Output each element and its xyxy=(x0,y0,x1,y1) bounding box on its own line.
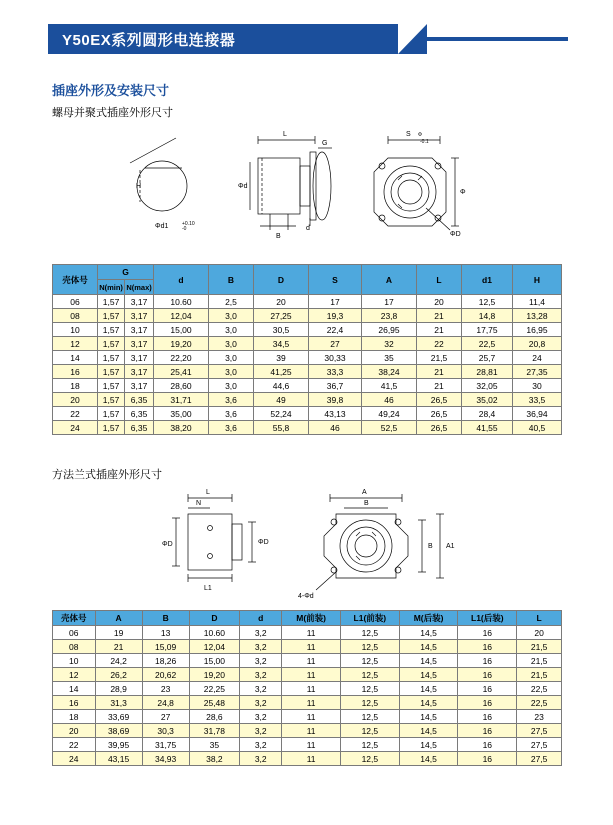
cell-value: 3,2 xyxy=(240,640,282,654)
cell-value: 34,93 xyxy=(142,752,189,766)
col-b: B xyxy=(209,265,254,295)
cell-value: 16 xyxy=(458,654,517,668)
cell-value: 26,95 xyxy=(362,323,417,337)
cell-value: 20,8 xyxy=(513,337,562,351)
cell-value: 27 xyxy=(309,337,362,351)
cell-value: 49 xyxy=(254,393,309,407)
cell-value: 22,25 xyxy=(189,682,239,696)
col2-m-front: M(前装) xyxy=(282,611,341,626)
cell-value: 12,5 xyxy=(340,668,399,682)
table-row xyxy=(53,309,562,323)
cell-value: 11 xyxy=(282,626,341,640)
table-row xyxy=(53,407,562,421)
cell-value: 38,20 xyxy=(154,421,209,435)
cell-value: 3,2 xyxy=(240,696,282,710)
col2-l1-rear: L1(后装) xyxy=(458,611,517,626)
cell-value: 11 xyxy=(282,724,341,738)
col2-a: A xyxy=(95,611,142,626)
svg-text:+0.10: +0.10 xyxy=(182,221,195,227)
col2-m-rear: M(后装) xyxy=(399,611,458,626)
cell-value: 17 xyxy=(362,295,417,309)
col-d1: d1 xyxy=(462,265,513,295)
cell-value: 3,6 xyxy=(209,407,254,421)
table-row xyxy=(53,696,562,710)
cell-value: 20,62 xyxy=(142,668,189,682)
cell-value: 10.60 xyxy=(154,295,209,309)
cell-value: 3,17 xyxy=(125,337,154,351)
cell-value: 26,5 xyxy=(417,421,462,435)
cell-value: 11 xyxy=(282,640,341,654)
cell-value: 25,41 xyxy=(154,365,209,379)
svg-text:B: B xyxy=(276,233,281,240)
cell-value: 22,20 xyxy=(154,351,209,365)
dimension-table-nut-mount xyxy=(52,264,562,435)
svg-text:B: B xyxy=(428,543,433,550)
cell-value: 38,2 xyxy=(189,752,239,766)
col2-b: B xyxy=(142,611,189,626)
cell-value: 11 xyxy=(282,668,341,682)
cell-value: 22 xyxy=(417,337,462,351)
table-row xyxy=(53,738,562,752)
col-g-nmax: N(max) xyxy=(125,280,154,295)
cell-value: 16 xyxy=(458,696,517,710)
cell-value: 17 xyxy=(309,295,362,309)
cell-value: 28,6 xyxy=(189,710,239,724)
cell-value: 3,2 xyxy=(240,654,282,668)
cell-value: 14,5 xyxy=(399,682,458,696)
cell-value: 16 xyxy=(458,752,517,766)
cell-value: 27,35 xyxy=(513,365,562,379)
cell-value: 28,60 xyxy=(154,379,209,393)
cell-value: 3,17 xyxy=(125,365,154,379)
cell-value: 3,0 xyxy=(209,351,254,365)
cell-value: 2,5 xyxy=(209,295,254,309)
svg-text:L: L xyxy=(283,131,287,138)
table-row xyxy=(53,626,562,640)
cell-shell-code: 10 xyxy=(53,323,98,337)
svg-text:S: S xyxy=(406,131,411,138)
svg-text:A: A xyxy=(362,489,367,496)
cell-shell-code: 18 xyxy=(53,710,96,724)
cell-value: 1,57 xyxy=(98,295,125,309)
cell-value: 12,5 xyxy=(340,696,399,710)
table-row xyxy=(53,640,562,654)
col2-l1-front: L1(前装) xyxy=(340,611,399,626)
cell-value: 25,48 xyxy=(189,696,239,710)
svg-text:L: L xyxy=(206,489,210,496)
cell-value: 39 xyxy=(254,351,309,365)
cell-value: 3,0 xyxy=(209,309,254,323)
cell-value: 12,5 xyxy=(340,752,399,766)
cell-value: 31,75 xyxy=(142,738,189,752)
cell-value: 30,3 xyxy=(142,724,189,738)
cell-shell-code: 06 xyxy=(53,295,98,309)
dimension-table-flange-mount xyxy=(52,610,562,766)
cell-value: 1,57 xyxy=(98,309,125,323)
cell-value: 14,5 xyxy=(399,640,458,654)
svg-text:-0: -0 xyxy=(182,226,187,232)
cell-value: 1,57 xyxy=(98,351,125,365)
cell-value: 21 xyxy=(95,640,142,654)
cell-value: 6,35 xyxy=(125,407,154,421)
cell-shell-code: 18 xyxy=(53,379,98,393)
cell-value: 21 xyxy=(417,379,462,393)
cell-value: 19 xyxy=(95,626,142,640)
cell-value: 19,20 xyxy=(154,337,209,351)
cell-value: 19,20 xyxy=(189,668,239,682)
cell-value: 23 xyxy=(517,710,562,724)
cell-shell-code: 24 xyxy=(53,421,98,435)
cell-value: 22,5 xyxy=(462,337,513,351)
cell-shell-code: 08 xyxy=(53,309,98,323)
cell-value: 11 xyxy=(282,738,341,752)
cell-value: 1,57 xyxy=(98,323,125,337)
cell-value: 36,94 xyxy=(513,407,562,421)
col-g-nmin: N(min) xyxy=(98,280,125,295)
cell-value: 16 xyxy=(458,724,517,738)
cell-shell-code: 10 xyxy=(53,654,96,668)
cell-value: 11 xyxy=(282,696,341,710)
svg-text:-0.1: -0.1 xyxy=(420,139,429,145)
table2-body xyxy=(53,626,562,766)
cell-value: 24 xyxy=(513,351,562,365)
cell-value: 3,6 xyxy=(209,421,254,435)
cell-value: 35 xyxy=(189,738,239,752)
cell-value: 39,95 xyxy=(95,738,142,752)
cell-value: 1,57 xyxy=(98,407,125,421)
cell-value: 12,5 xyxy=(340,682,399,696)
section-subheading-2: 方法兰式插座外形尺寸 xyxy=(52,469,162,481)
cell-value: 10.60 xyxy=(189,626,239,640)
cell-value: 1,57 xyxy=(98,421,125,435)
cell-value: 33,3 xyxy=(309,365,362,379)
table-row xyxy=(53,337,562,351)
cell-value: 44,6 xyxy=(254,379,309,393)
cell-value: 24,2 xyxy=(95,654,142,668)
cell-value: 52,24 xyxy=(254,407,309,421)
cell-value: 21,5 xyxy=(517,640,562,654)
cell-shell-code: 06 xyxy=(53,626,96,640)
cell-value: 14,5 xyxy=(399,724,458,738)
cell-value: 6,35 xyxy=(125,393,154,407)
cell-value: 21 xyxy=(417,309,462,323)
table-row xyxy=(53,365,562,379)
section-subheading-1: 螺母并聚式插座外形尺寸 xyxy=(52,107,173,119)
cell-value: 20 xyxy=(417,295,462,309)
table-row xyxy=(53,393,562,407)
cell-value: 3,6 xyxy=(209,393,254,407)
cell-value: 22,4 xyxy=(309,323,362,337)
cell-value: 14,5 xyxy=(399,710,458,724)
table-row xyxy=(53,295,562,309)
connector-drawing-top xyxy=(110,118,510,258)
svg-text:N: N xyxy=(196,500,202,507)
cell-value: 3,2 xyxy=(240,682,282,696)
cell-value: 32,05 xyxy=(462,379,513,393)
cell-value: 16,95 xyxy=(513,323,562,337)
svg-text:L1: L1 xyxy=(204,585,212,592)
cell-value: 3,0 xyxy=(209,379,254,393)
table-header-row xyxy=(53,265,562,280)
table-row xyxy=(53,379,562,393)
cell-value: 46 xyxy=(309,421,362,435)
cell-value: 11,4 xyxy=(513,295,562,309)
cell-value: 38,24 xyxy=(362,365,417,379)
cell-value: 43,15 xyxy=(95,752,142,766)
cell-value: 16 xyxy=(458,682,517,696)
cell-value: 41,5 xyxy=(362,379,417,393)
cell-value: 22,5 xyxy=(517,696,562,710)
cell-value: 11 xyxy=(282,752,341,766)
cell-value: 32 xyxy=(362,337,417,351)
svg-text:4-Φd: 4-Φd xyxy=(298,593,314,600)
cell-value: 28,81 xyxy=(462,365,513,379)
cell-value: 35,02 xyxy=(462,393,513,407)
cell-value: 14,8 xyxy=(462,309,513,323)
cell-value: 15,00 xyxy=(154,323,209,337)
cell-value: 27,5 xyxy=(517,738,562,752)
cell-value: 17,75 xyxy=(462,323,513,337)
col-shell: 壳体号 xyxy=(53,265,98,295)
cell-value: 30,33 xyxy=(309,351,362,365)
cell-value: 55,8 xyxy=(254,421,309,435)
cell-value: 3,0 xyxy=(209,365,254,379)
cell-value: 43,13 xyxy=(309,407,362,421)
cell-value: 27,5 xyxy=(517,752,562,766)
cell-shell-code: 22 xyxy=(53,738,96,752)
cell-value: 3,2 xyxy=(240,752,282,766)
cell-value: 52,5 xyxy=(362,421,417,435)
cell-shell-code: 14 xyxy=(53,351,98,365)
page-banner xyxy=(48,24,568,54)
cell-value: 3,17 xyxy=(125,379,154,393)
cell-value: 27 xyxy=(142,710,189,724)
cell-value: 21 xyxy=(417,365,462,379)
cell-value: 3,2 xyxy=(240,710,282,724)
table-row xyxy=(53,351,562,365)
svg-text:Φd1: Φd1 xyxy=(155,223,169,230)
col-l: L xyxy=(417,265,462,295)
col-s: S xyxy=(309,265,362,295)
svg-text:Φ: Φ xyxy=(418,132,422,138)
cell-value: 21,5 xyxy=(517,654,562,668)
cell-value: 31,78 xyxy=(189,724,239,738)
cell-shell-code: 16 xyxy=(53,696,96,710)
cell-value: 13 xyxy=(142,626,189,640)
col2-l: L xyxy=(517,611,562,626)
cell-value: 11 xyxy=(282,710,341,724)
cell-value: 14,5 xyxy=(399,696,458,710)
cell-value: 1,57 xyxy=(98,393,125,407)
cell-value: 27,5 xyxy=(517,724,562,738)
cell-value: 14,5 xyxy=(399,654,458,668)
cell-value: 3,17 xyxy=(125,309,154,323)
svg-text:A1: A1 xyxy=(446,543,455,550)
table-row xyxy=(53,752,562,766)
table-row xyxy=(53,668,562,682)
cell-value: 3,17 xyxy=(125,351,154,365)
cell-value: 3,2 xyxy=(240,724,282,738)
banner-tail xyxy=(427,37,568,41)
cell-value: 36,7 xyxy=(309,379,362,393)
cell-value: 20 xyxy=(517,626,562,640)
cell-value: 3,2 xyxy=(240,626,282,640)
cell-value: 27,25 xyxy=(254,309,309,323)
cell-value: 46 xyxy=(362,393,417,407)
cell-value: 22,5 xyxy=(517,682,562,696)
cell-value: 16 xyxy=(458,710,517,724)
svg-text:B: B xyxy=(364,500,369,507)
cell-shell-code: 08 xyxy=(53,640,96,654)
cell-value: 12,5 xyxy=(340,654,399,668)
cell-value: 21,5 xyxy=(517,668,562,682)
cell-value: 15,09 xyxy=(142,640,189,654)
cell-value: 26,5 xyxy=(417,407,462,421)
cell-value: 21,5 xyxy=(417,351,462,365)
cell-value: 30 xyxy=(513,379,562,393)
cell-value: 12,5 xyxy=(462,295,513,309)
cell-value: 3,2 xyxy=(240,668,282,682)
svg-text:d: d xyxy=(306,225,310,232)
cell-shell-code: 20 xyxy=(53,724,96,738)
svg-text:Φd: Φd xyxy=(238,183,248,190)
cell-value: 13,28 xyxy=(513,309,562,323)
cell-value: 14,5 xyxy=(399,626,458,640)
cell-shell-code: 16 xyxy=(53,365,98,379)
cell-value: 28,4 xyxy=(462,407,513,421)
cell-value: 35 xyxy=(362,351,417,365)
page-title: Y50EX系列圆形电连接器 xyxy=(62,32,236,49)
cell-value: 14,5 xyxy=(399,738,458,752)
table1-body xyxy=(53,295,562,435)
cell-value: 28,9 xyxy=(95,682,142,696)
cell-value: 3,17 xyxy=(125,323,154,337)
cell-value: 16 xyxy=(458,738,517,752)
cell-value: 12,5 xyxy=(340,640,399,654)
cell-value: 14,5 xyxy=(399,668,458,682)
cell-value: 11 xyxy=(282,654,341,668)
cell-value: 12,5 xyxy=(340,738,399,752)
cell-value: 15,00 xyxy=(189,654,239,668)
cell-value: 35,00 xyxy=(154,407,209,421)
cell-value: 3,17 xyxy=(125,295,154,309)
col2-d: D xyxy=(189,611,239,626)
cell-value: 31,71 xyxy=(154,393,209,407)
svg-text:ΦD: ΦD xyxy=(450,231,461,238)
cell-value: 49,24 xyxy=(362,407,417,421)
table-row xyxy=(53,421,562,435)
col2-dd: d xyxy=(240,611,282,626)
cell-value: 24,8 xyxy=(142,696,189,710)
cell-shell-code: 24 xyxy=(53,752,96,766)
cell-value: 16 xyxy=(458,668,517,682)
cell-value: 30,5 xyxy=(254,323,309,337)
cell-value: 26,5 xyxy=(417,393,462,407)
cell-value: 19,3 xyxy=(309,309,362,323)
table-row xyxy=(53,323,562,337)
table-row xyxy=(53,710,562,724)
svg-text:ΦD: ΦD xyxy=(258,539,269,546)
cell-value: 41,55 xyxy=(462,421,513,435)
cell-value: 26,2 xyxy=(95,668,142,682)
cell-value: 3,0 xyxy=(209,323,254,337)
cell-shell-code: 14 xyxy=(53,682,96,696)
cell-value: 12,5 xyxy=(340,724,399,738)
cell-value: 3,2 xyxy=(240,738,282,752)
table2-header-row xyxy=(53,611,562,626)
cell-shell-code: 20 xyxy=(53,393,98,407)
svg-text:ΦD: ΦD xyxy=(162,541,173,548)
cell-value: 39,8 xyxy=(309,393,362,407)
col-h: H xyxy=(513,265,562,295)
col-a: A xyxy=(362,265,417,295)
cell-shell-code: 12 xyxy=(53,668,96,682)
cell-value: 12,5 xyxy=(340,710,399,724)
cell-value: 14,5 xyxy=(399,752,458,766)
cell-value: 18,26 xyxy=(142,654,189,668)
cell-value: 38,69 xyxy=(95,724,142,738)
cell-value: 12,04 xyxy=(154,309,209,323)
cell-value: 3,0 xyxy=(209,337,254,351)
cell-value: 40,5 xyxy=(513,421,562,435)
table-row xyxy=(53,682,562,696)
table-row xyxy=(53,724,562,738)
svg-text:H: H xyxy=(136,183,142,190)
cell-value: 11 xyxy=(282,682,341,696)
cell-value: 33,5 xyxy=(513,393,562,407)
svg-text:Φ: Φ xyxy=(460,189,466,196)
cell-value: 21 xyxy=(417,323,462,337)
cell-value: 1,57 xyxy=(98,337,125,351)
cell-value: 16 xyxy=(458,626,517,640)
col2-shell: 壳体号 xyxy=(53,611,96,626)
cell-value: 1,57 xyxy=(98,379,125,393)
table-row xyxy=(53,654,562,668)
cell-value: 20 xyxy=(254,295,309,309)
col-d: d xyxy=(154,265,209,295)
cell-shell-code: 12 xyxy=(53,337,98,351)
cell-value: 23,8 xyxy=(362,309,417,323)
svg-text:G: G xyxy=(322,140,328,147)
connector-drawing-bottom xyxy=(140,478,500,606)
cell-value: 1,57 xyxy=(98,365,125,379)
cell-shell-code: 22 xyxy=(53,407,98,421)
cell-value: 34,5 xyxy=(254,337,309,351)
cell-value: 6,35 xyxy=(125,421,154,435)
cell-value: 12,5 xyxy=(340,626,399,640)
cell-value: 16 xyxy=(458,640,517,654)
col-dd: D xyxy=(254,265,309,295)
cell-value: 31,3 xyxy=(95,696,142,710)
cell-value: 25,7 xyxy=(462,351,513,365)
cell-value: 12,04 xyxy=(189,640,239,654)
section-heading-1: 插座外形及安装尺寸 xyxy=(52,83,170,98)
cell-value: 33,69 xyxy=(95,710,142,724)
cell-value: 41,25 xyxy=(254,365,309,379)
cell-value: 23 xyxy=(142,682,189,696)
col-g: G xyxy=(98,265,154,280)
